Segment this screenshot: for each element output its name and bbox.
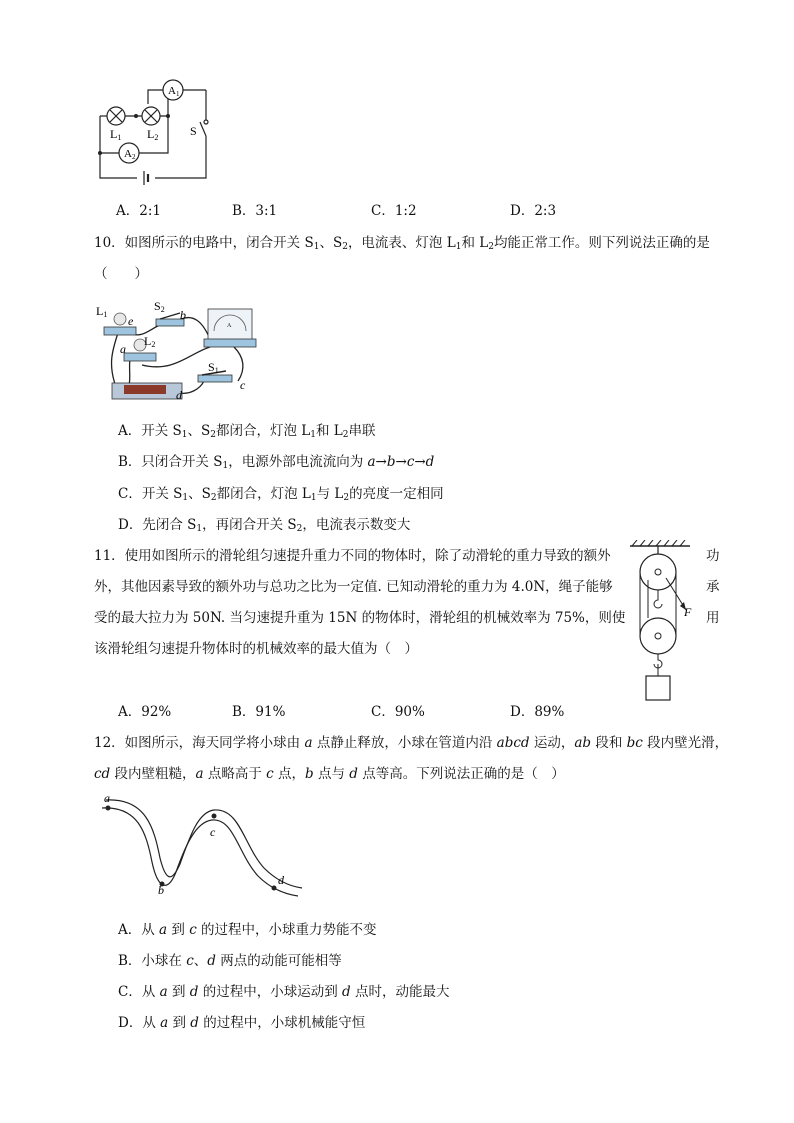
q11-option-d[interactable]: D．89% — [510, 704, 565, 720]
q11-label-f: F — [684, 605, 692, 619]
q11-option-b[interactable]: B．91% — [232, 704, 286, 720]
q10-label-c: c — [240, 378, 246, 392]
q10-label-b: b — [180, 308, 186, 322]
q9-label-s: S — [190, 124, 197, 138]
q9-option-c[interactable]: C．1:2 — [371, 203, 417, 219]
q12-option-b[interactable]: B．小球在 c、d 两点的动能可能相等 — [118, 953, 342, 969]
q10-label-a: a — [120, 342, 126, 356]
q12-stem-line1: 12．如图所示，海天同学将小球由 a 点静止释放，小球在管道内沿 abcd 运动，ab 段和 bc 段内壁光滑， — [94, 735, 729, 751]
lamp-l1-icon — [107, 107, 125, 125]
q12-option-c[interactable]: C．从 a 到 d 的过程中，小球运动到 d 点时，动能最大 — [118, 984, 450, 1000]
q10-label-s1: S1 — [208, 360, 219, 375]
q12-label-c: c — [210, 825, 216, 839]
q12-stem-line2: cd 段内壁粗糙，a 点略高于 c 点，b 点与 d 点等高。下列说法正确的是（ ） — [94, 766, 565, 782]
weight-block-icon — [646, 676, 670, 700]
q9-label-l1: L1 — [110, 127, 122, 142]
lamp-l2-icon — [142, 107, 160, 125]
q10-option-d[interactable]: D．先闭合 $S_1$，再闭合开关 $S_2$，电流表示数变大 — [118, 517, 411, 534]
q11-stem-line1-tail: 功 — [706, 548, 720, 564]
q10-label-l1: L1 — [96, 304, 108, 319]
q9-label-l2: L2 — [147, 127, 159, 142]
bulb-l1-icon — [114, 313, 126, 325]
q11-pulley-figure — [628, 540, 700, 702]
q11-option-c[interactable]: C．90% — [371, 704, 425, 720]
point-d-marker — [272, 886, 277, 891]
q11-stem-line1: 11．使用如图所示的滑轮组匀速提升重力不同的物体时，除了动滑轮的重力导致的额外 — [94, 548, 611, 564]
q9-option-d[interactable]: D．2:3 — [510, 203, 557, 219]
q12-label-b: b — [158, 883, 164, 897]
q12-label-a: a — [104, 792, 110, 805]
q10-option-b[interactable]: B．只闭合开关 $S_1$，电源外部电流流向为 a→b→c→d — [118, 454, 435, 471]
q11-stem-line4: 该滑轮组匀速提升物体时的机械效率的最大值为（ ） — [94, 641, 418, 657]
q10-option-a[interactable]: A．开关 $S_1$、$S_2$都闭合，灯泡 $L_1$和 $L_2$串联 — [118, 423, 376, 440]
q11-option-a[interactable]: A．92% — [118, 704, 172, 720]
q11-stem-line2: 外，其他因素导致的额外功与总功之比为一定值. 已知动滑轮的重力为 4.0N，绳子能够 — [94, 579, 613, 595]
q9-circuit-figure — [92, 76, 217, 188]
q10-stem-line2: （ ） — [94, 266, 148, 282]
q10-circuit-figure — [94, 295, 264, 405]
q10-label-s2: S2 — [154, 299, 165, 314]
q9-label-a1: A1 — [168, 85, 180, 98]
q12-track-figure — [98, 792, 304, 904]
q12-option-d[interactable]: D．从 a 到 d 的过程中，小球机械能守恒 — [118, 1015, 366, 1031]
q10-label-l2: L2 — [144, 334, 156, 349]
q11-stem-line3: 受的最大拉力为 50N. 当匀速提升重为 15N 的物体时，滑轮组的机械效率为 75%，则使 — [94, 610, 626, 626]
q12-option-a[interactable]: A．从 a 到 c 的过程中，小球重力势能不变 — [118, 922, 377, 938]
q10-stem-line1: 10．如图所示的电路中，闭合开关 $S_1$、$S_2$，电流表、灯泡 $L_1$和 $L_2$均能正常工作。则下列说法正确的是 — [94, 235, 710, 252]
q11-stem-line3-tail: 用 — [706, 610, 720, 626]
q9-option-b[interactable]: B．3:1 — [232, 203, 278, 219]
switch-s1-icon — [198, 375, 232, 382]
q9-label-a2: A2 — [124, 148, 136, 161]
point-c-marker — [212, 814, 217, 819]
q11-stem-line2-tail: 承 — [706, 579, 720, 595]
q10-label-d: d — [176, 388, 182, 402]
q12-label-d: d — [278, 873, 284, 887]
q10-meter-label: A — [227, 323, 232, 329]
q10-option-c[interactable]: C．开关 $S_1$、$S_2$都闭合，灯泡 $L_1$与 $L_2$的亮度一定相同 — [118, 486, 444, 503]
q10-label-e: e — [128, 314, 134, 328]
q9-option-a[interactable]: A．2:1 — [116, 203, 161, 219]
point-a-marker — [106, 806, 111, 811]
